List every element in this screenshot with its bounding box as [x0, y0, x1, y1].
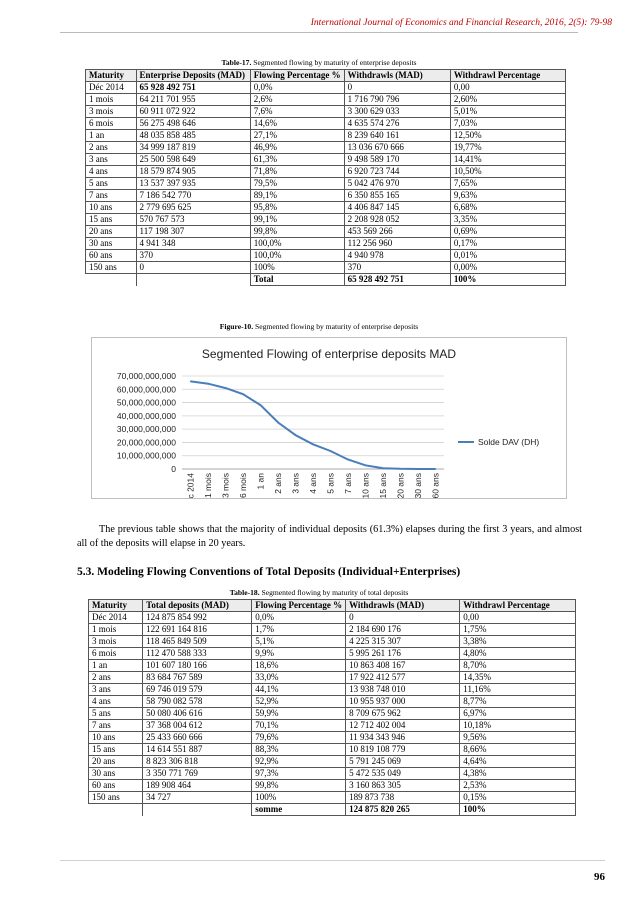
table-cell: 370: [344, 262, 450, 274]
table-cell: 3 ans: [86, 154, 137, 166]
table-cell: 27,1%: [250, 130, 344, 142]
table-cell: 1,75%: [460, 624, 576, 636]
figure-10-caption-text: Segmented flowing by maturity of enterprise deposits: [255, 322, 419, 331]
table-cell: 2,60%: [450, 94, 565, 106]
table-cell: 370: [136, 250, 250, 262]
footer-rule: [60, 860, 605, 861]
table-cell: 20 ans: [86, 226, 137, 238]
table-cell: 11,16%: [460, 684, 576, 696]
table-cell: 100,0%: [250, 238, 344, 250]
x-tick-label: 1 an: [255, 473, 266, 490]
table-row: [89, 792, 576, 804]
table-row: [89, 660, 576, 672]
table-cell: 0,69%: [450, 226, 565, 238]
column-header: Maturity: [89, 600, 143, 612]
table-cell: 64 211 701 955: [136, 94, 250, 106]
total-cell: [143, 804, 252, 816]
table-cell: 95,8%: [250, 202, 344, 214]
table-row: [86, 202, 566, 214]
table-cell: 0,15%: [460, 792, 576, 804]
table-cell: 4 ans: [86, 166, 137, 178]
table-cell: 30 ans: [86, 238, 137, 250]
table-17-caption-label: Table-17.: [221, 58, 252, 67]
table-cell: 14,41%: [450, 154, 565, 166]
data-point: [312, 443, 314, 445]
data-point: [330, 450, 332, 452]
x-tick-label: 10 ans: [360, 473, 371, 498]
table-cell: 44,1%: [252, 684, 346, 696]
x-tick-label: 15 ans: [377, 473, 388, 498]
journal-citation-header: International Journal of Economics and Financial Research, 2016, 2(5): 79-98: [310, 18, 612, 28]
total-cell: [89, 804, 143, 816]
x-tick-label: 60 ans: [430, 473, 441, 498]
table-cell: 100%: [250, 262, 344, 274]
data-point: [365, 464, 367, 466]
table-row: [86, 142, 566, 154]
data-point: [347, 459, 349, 461]
table-cell: 25 433 660 666: [143, 732, 252, 744]
table-cell: 1 an: [86, 130, 137, 142]
data-point: [225, 387, 227, 389]
y-tick-label: 70,000,000,000: [116, 371, 176, 381]
data-point: [417, 468, 419, 470]
table-cell: 3 160 863 305: [346, 780, 460, 792]
table-cell: 6 350 855 165: [344, 190, 450, 202]
table-row: [86, 178, 566, 190]
total-row: [89, 804, 576, 816]
table-cell: 97,3%: [252, 768, 346, 780]
table-row: [89, 672, 576, 684]
table-row: [89, 684, 576, 696]
table-row: [86, 190, 566, 202]
table-cell: 11 934 343 946: [346, 732, 460, 744]
table-cell: 10 863 408 167: [346, 660, 460, 672]
table-cell: 5 042 476 970: [344, 178, 450, 190]
table-cell: 100%: [252, 792, 346, 804]
x-tick-label: 30 ans: [412, 473, 423, 498]
table-cell: 2 ans: [89, 672, 143, 684]
data-point: [434, 468, 436, 470]
table-cell: 3 300 629 033: [344, 106, 450, 118]
table-cell: 88,3%: [252, 744, 346, 756]
total-cell: [86, 274, 137, 286]
table-cell: 6,68%: [450, 202, 565, 214]
table-cell: 2 208 928 052: [344, 214, 450, 226]
y-tick-label: 0: [171, 464, 176, 474]
table-cell: Déc 2014: [89, 612, 143, 624]
table-cell: 7,6%: [250, 106, 344, 118]
data-point: [382, 467, 384, 469]
table-cell: 13 036 670 666: [344, 142, 450, 154]
table-17: [85, 69, 566, 286]
body-paragraph: [77, 523, 582, 551]
table-cell: 6 mois: [86, 118, 137, 130]
table-cell: 453 569 266: [344, 226, 450, 238]
data-point: [277, 422, 279, 424]
line-chart: [92, 338, 566, 498]
table-cell: 8,66%: [460, 744, 576, 756]
table-cell: 10 819 108 779: [346, 744, 460, 756]
x-tick-label: 4 ans: [308, 473, 318, 494]
table-cell: 0,00%: [450, 262, 565, 274]
table-cell: 20 ans: [89, 756, 143, 768]
table-cell: 124 875 854 992: [143, 612, 252, 624]
table-cell: 150 ans: [86, 262, 137, 274]
table-cell: 10 ans: [86, 202, 137, 214]
table-row: [89, 708, 576, 720]
table-cell: 10,18%: [460, 720, 576, 732]
table-row: [89, 720, 576, 732]
table-row: [86, 106, 566, 118]
table-row: [86, 154, 566, 166]
table-cell: 18,6%: [252, 660, 346, 672]
table-cell: 8 709 675 962: [346, 708, 460, 720]
column-header: Maturity: [86, 70, 137, 82]
table-cell: 1 an: [89, 660, 143, 672]
paragraph-text: The previous table shows that the majority of individual deposits (61.3%) elapses during the first 3 years, and almost all of the deposits will elapse in 20 years.: [77, 524, 582, 549]
table-cell: 7,65%: [450, 178, 565, 190]
table-cell: 3 mois: [89, 636, 143, 648]
data-point: [207, 383, 209, 385]
table-cell: 3 ans: [89, 684, 143, 696]
table-cell: 9,63%: [450, 190, 565, 202]
table-cell: 18 579 874 905: [136, 166, 250, 178]
table-cell: 1 mois: [86, 94, 137, 106]
y-tick-label: 50,000,000,000: [116, 397, 176, 408]
x-tick-label: 20 ans: [395, 473, 406, 498]
table-cell: 2 ans: [86, 142, 137, 154]
table-cell: 9,9%: [252, 648, 346, 660]
table-cell: 7 ans: [86, 190, 137, 202]
table-cell: 7,03%: [450, 118, 565, 130]
table-row: [86, 250, 566, 262]
column-header: Withdrawl Percentage: [460, 600, 576, 612]
table-cell: 83 684 767 589: [143, 672, 252, 684]
total-cell: 100%: [460, 804, 576, 816]
table-cell: 99,8%: [250, 226, 344, 238]
column-header: Flowing Percentage %: [252, 600, 346, 612]
table-row: [89, 624, 576, 636]
section-title: 5.3. Modeling Flowing Conventions of Total Deposits (Individual+Enterprises): [77, 566, 461, 578]
table-cell: 4,38%: [460, 768, 576, 780]
table-cell: 15 ans: [89, 744, 143, 756]
total-cell: [136, 274, 250, 286]
table-row: [89, 696, 576, 708]
table-cell: 5 ans: [86, 178, 137, 190]
table-cell: 12 712 402 004: [346, 720, 460, 732]
table-cell: 9,56%: [460, 732, 576, 744]
table-row: [86, 214, 566, 226]
x-tick-label: 5 ans: [325, 473, 336, 494]
data-point: [260, 404, 262, 406]
chart-frame: [91, 337, 567, 499]
total-cell: 100%: [450, 274, 565, 286]
table-cell: 71,8%: [250, 166, 344, 178]
table-cell: 10 955 937 000: [346, 696, 460, 708]
table-17-body: [86, 82, 566, 286]
table-cell: 8 239 640 161: [344, 130, 450, 142]
table-cell: 7 186 542 770: [136, 190, 250, 202]
table-cell: 3 350 771 769: [143, 768, 252, 780]
table-row: [89, 780, 576, 792]
legend-label: Solde DAV (DH): [478, 437, 540, 447]
table-cell: 19,77%: [450, 142, 565, 154]
table-row: [86, 82, 566, 94]
total-cell: 65 928 492 751: [344, 274, 450, 286]
table-row: [89, 612, 576, 624]
table-cell: 0: [136, 262, 250, 274]
table-row: [86, 262, 566, 274]
table-cell: 5,01%: [450, 106, 565, 118]
x-tick-label: 2 ans: [273, 473, 284, 494]
table-cell: 100,0%: [250, 250, 344, 262]
table-cell: 7 ans: [89, 720, 143, 732]
column-header: Withdrawl Percentage: [450, 70, 565, 82]
table-cell: 3 mois: [86, 106, 137, 118]
column-header: Total deposits (MAD): [143, 600, 252, 612]
column-header: Enterprise Deposits (MAD): [136, 70, 250, 82]
table-17-caption: [0, 58, 638, 67]
table-18-header-row: [89, 600, 576, 612]
table-cell: 89,1%: [250, 190, 344, 202]
table-cell: 0,00: [450, 82, 565, 94]
table-cell: 6 mois: [89, 648, 143, 660]
table-cell: 117 198 307: [136, 226, 250, 238]
x-tick-label: 6 mois: [238, 473, 249, 498]
table-cell: 92,9%: [252, 756, 346, 768]
table-row: [89, 744, 576, 756]
table-cell: 13 537 397 935: [136, 178, 250, 190]
column-header: Flowing Percentage %: [250, 70, 344, 82]
data-point: [399, 468, 401, 470]
x-tick-label: 1 mois: [203, 473, 214, 498]
column-header: Withdrawls (MAD): [346, 600, 460, 612]
x-tick-label: 7 ans: [342, 473, 353, 494]
table-cell: 5 472 535 049: [346, 768, 460, 780]
table-cell: 79,6%: [252, 732, 346, 744]
table-row: [89, 768, 576, 780]
table-cell: 5 995 261 176: [346, 648, 460, 660]
total-cell: Total: [250, 274, 344, 286]
table-cell: 34 999 187 819: [136, 142, 250, 154]
page-number: 96: [594, 871, 605, 883]
table-cell: 0: [344, 82, 450, 94]
table-row: [86, 226, 566, 238]
table-cell: 0,17%: [450, 238, 565, 250]
table-cell: 46,9%: [250, 142, 344, 154]
table-cell: 33,0%: [252, 672, 346, 684]
y-tick-label: 60,000,000,000: [116, 384, 176, 395]
table-cell: 65 928 492 751: [136, 82, 250, 94]
table-cell: 13 938 748 010: [346, 684, 460, 696]
table-18: [88, 599, 576, 816]
table-cell: 79,5%: [250, 178, 344, 190]
table-cell: 4,64%: [460, 756, 576, 768]
table-cell: 8,70%: [460, 660, 576, 672]
table-cell: 189 873 738: [346, 792, 460, 804]
table-cell: 34 727: [143, 792, 252, 804]
table-cell: 0,0%: [250, 82, 344, 94]
table-cell: 4,80%: [460, 648, 576, 660]
table-cell: 8 823 306 818: [143, 756, 252, 768]
data-point: [295, 434, 297, 436]
table-cell: 1 716 790 796: [344, 94, 450, 106]
table-cell: 48 035 858 485: [136, 130, 250, 142]
table-cell: 118 465 849 509: [143, 636, 252, 648]
table-cell: 99,1%: [250, 214, 344, 226]
table-cell: 12,50%: [450, 130, 565, 142]
total-cell: 124 875 820 265: [346, 804, 460, 816]
table-cell: 5,1%: [252, 636, 346, 648]
table-cell: 112 256 960: [344, 238, 450, 250]
table-cell: 60 ans: [86, 250, 137, 262]
data-point: [190, 381, 192, 383]
y-tick-label: 30,000,000,000: [116, 424, 176, 435]
table-row: [86, 166, 566, 178]
figure-10-caption-label: Figure-10.: [219, 322, 254, 331]
table-cell: 70,1%: [252, 720, 346, 732]
table-17-caption-text: Segmented flowing by maturity of enterprise deposits: [253, 58, 417, 67]
table-cell: 56 275 498 646: [136, 118, 250, 130]
table-cell: 2 779 695 625: [136, 202, 250, 214]
table-cell: 2,6%: [250, 94, 344, 106]
table-cell: 14 614 551 887: [143, 744, 252, 756]
table-cell: 15 ans: [86, 214, 137, 226]
table-18-caption-text: Segmented flowing by maturity of total deposits: [261, 588, 409, 597]
table-cell: 5 791 245 069: [346, 756, 460, 768]
table-cell: 5 ans: [89, 708, 143, 720]
y-tick-label: 10,000,000,000: [116, 450, 176, 461]
table-cell: 6,97%: [460, 708, 576, 720]
table-cell: 60 ans: [89, 780, 143, 792]
y-tick-label: 40,000,000,000: [116, 410, 176, 421]
table-cell: 30 ans: [89, 768, 143, 780]
table-cell: 25 500 598 649: [136, 154, 250, 166]
table-cell: 570 767 573: [136, 214, 250, 226]
table-cell: 0: [346, 612, 460, 624]
table-cell: 0,0%: [252, 612, 346, 624]
table-cell: 4 940 978: [344, 250, 450, 262]
table-cell: 101 607 180 166: [143, 660, 252, 672]
table-row: [89, 732, 576, 744]
table-row: [86, 118, 566, 130]
table-cell: 4 635 574 276: [344, 118, 450, 130]
table-cell: 0,01%: [450, 250, 565, 262]
table-cell: 59,9%: [252, 708, 346, 720]
header-rule: [60, 32, 578, 33]
table-cell: 9 498 589 170: [344, 154, 450, 166]
table-cell: 4 ans: [89, 696, 143, 708]
table-cell: 189 908 464: [143, 780, 252, 792]
table-cell: 3,35%: [450, 214, 565, 226]
x-tick-label: 3 ans: [290, 473, 301, 494]
table-18-caption-label: Table-18.: [229, 588, 260, 597]
table-cell: 99,8%: [252, 780, 346, 792]
table-18-body: [89, 612, 576, 816]
table-cell: 58 790 082 578: [143, 696, 252, 708]
table-cell: 14,35%: [460, 672, 576, 684]
table-cell: 150 ans: [89, 792, 143, 804]
figure-10-caption: [0, 322, 638, 331]
table-cell: 60 911 072 922: [136, 106, 250, 118]
table-cell: 2 184 690 176: [346, 624, 460, 636]
table-row: [86, 238, 566, 250]
table-cell: Déc 2014: [86, 82, 137, 94]
column-header: Withdrawls (MAD): [344, 70, 450, 82]
table-cell: 4 941 348: [136, 238, 250, 250]
table-cell: 3,38%: [460, 636, 576, 648]
total-row: [86, 274, 566, 286]
table-cell: 0,00: [460, 612, 576, 624]
table-cell: 37 368 004 612: [143, 720, 252, 732]
table-cell: 14,6%: [250, 118, 344, 130]
data-point: [242, 393, 244, 395]
table-row: [89, 756, 576, 768]
table-cell: 10,50%: [450, 166, 565, 178]
table-row: [89, 636, 576, 648]
table-cell: 112 470 588 333: [143, 648, 252, 660]
table-cell: 2,53%: [460, 780, 576, 792]
table-cell: 4 406 847 145: [344, 202, 450, 214]
table-row: [89, 648, 576, 660]
table-cell: 50 080 406 616: [143, 708, 252, 720]
x-tick-label: Dec 2014: [185, 473, 196, 498]
table-17-header-row: [86, 70, 566, 82]
table-cell: 52,9%: [252, 696, 346, 708]
table-cell: 17 922 412 577: [346, 672, 460, 684]
table-cell: 10 ans: [89, 732, 143, 744]
table-18-caption: [0, 588, 638, 597]
y-tick-label: 20,000,000,000: [116, 437, 176, 448]
table-row: [86, 130, 566, 142]
table-row: [86, 94, 566, 106]
table-cell: 61,3%: [250, 154, 344, 166]
table-cell: 1 mois: [89, 624, 143, 636]
total-cell: somme: [252, 804, 346, 816]
x-tick-label: 3 mois: [220, 473, 231, 498]
table-cell: 6 920 723 744: [344, 166, 450, 178]
table-cell: 122 691 164 816: [143, 624, 252, 636]
table-cell: 4 225 315 307: [346, 636, 460, 648]
table-cell: 69 746 019 579: [143, 684, 252, 696]
table-cell: 8,77%: [460, 696, 576, 708]
chart-title: Segmented Flowing of enterprise deposits MAD: [201, 347, 457, 361]
table-cell: 1,7%: [252, 624, 346, 636]
